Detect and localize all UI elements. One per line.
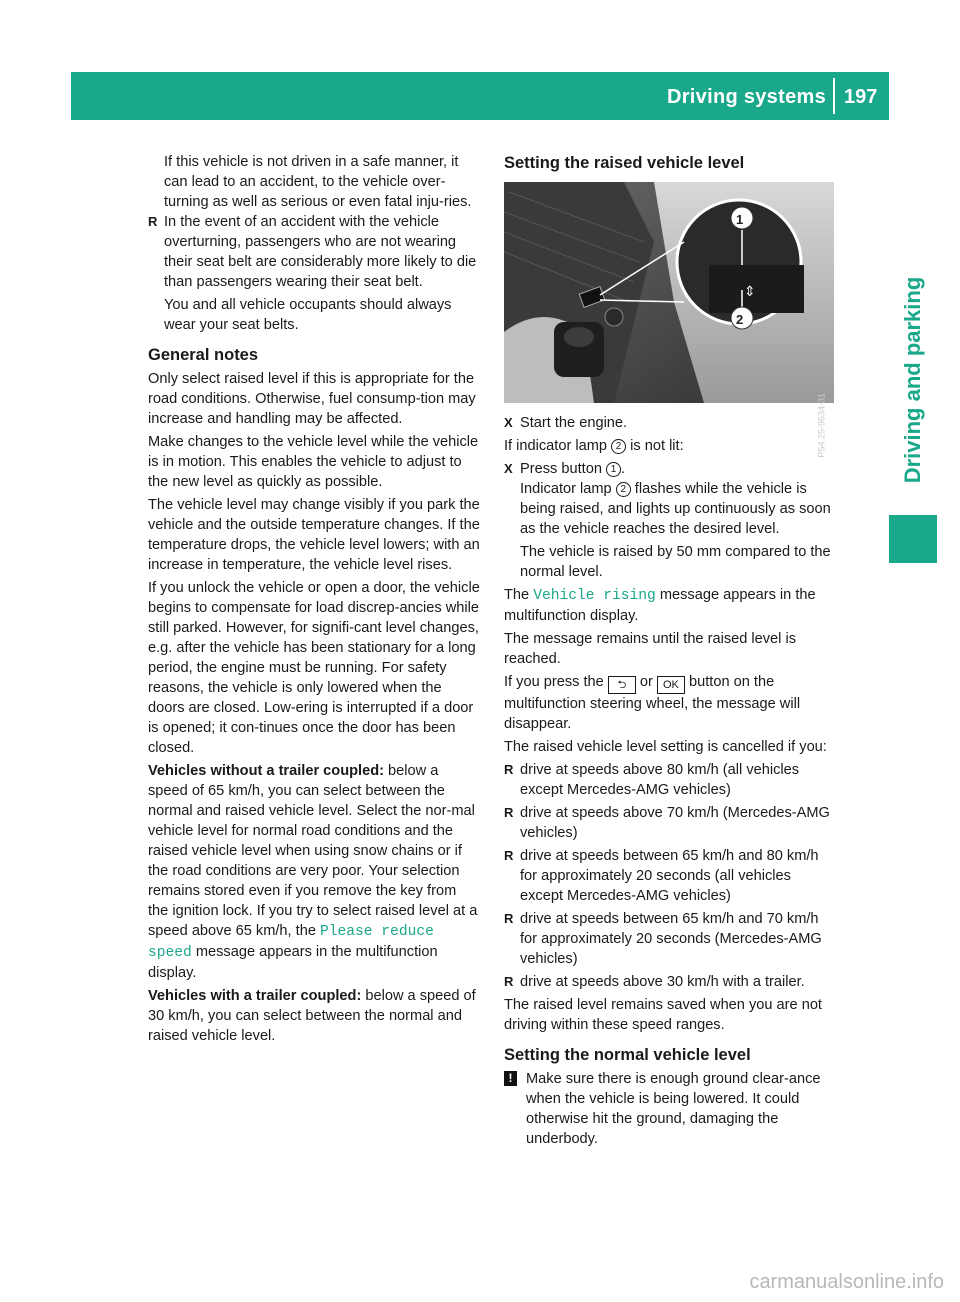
warning-icon: ! xyxy=(504,1071,517,1086)
paragraph xyxy=(504,672,836,734)
text: below a speed of 65 km/h, you can select between the normal and raised vehicle level. Select the nor-mal vehicle level for normal road conditions and the raised vehicle level when using snow chains or if the road conditions are very poor. Your selection remains stored even if you remove the key from the ignition lock. If you try to select raised level at a speed above 65 km/h, the xyxy=(148,763,478,939)
left-column xyxy=(148,152,480,1046)
list-item: R drive at speeds above 30 km/h with a trailer. xyxy=(504,972,836,992)
paragraph: You and all vehicle occupants should always wear your seat belts. xyxy=(164,297,452,333)
text: message appears in the multifunction display. xyxy=(504,587,816,624)
right-column xyxy=(504,152,836,1149)
text: If indicator lamp xyxy=(504,438,612,454)
paragraph: The vehicle level may change visibly if you park the vehicle and the outside temperature changes. If the temperature drops, the vehicle level lowers; with an increase in temperature, the vehicle level rises. xyxy=(148,497,480,573)
paragraph: Only select raised level if this is appropriate for the road conditions. Otherwise, fuel consump-tion may increase and handling may be affected. xyxy=(148,371,476,427)
heading-normal-level: Setting the normal vehicle level xyxy=(504,1046,751,1064)
text: . xyxy=(621,461,626,477)
header-divider xyxy=(833,78,835,114)
text: flashes while the vehicle is being raised, and lights up continuously as soon as the vehicle reaches the desired level. xyxy=(520,481,831,537)
list-item: R In the event of an accident with the vehicle overturning, passengers who are not wearing their seat belt are considerably more likely to die than passengers wearing their seat belt. xyxy=(148,212,480,292)
paragraph: The raised vehicle level setting is cancelled if you: xyxy=(504,739,827,755)
list-item: R drive at speeds above 70 km/h (Mercedes-AMG vehicles) xyxy=(504,803,836,843)
paragraph-with-trailer xyxy=(148,986,480,1046)
text: is not lit: xyxy=(626,438,684,454)
list-item: R drive at speeds above 80 km/h (all vehicles except Mercedes-AMG vehicles) xyxy=(504,760,836,800)
indicator-lamp-ref: 2 xyxy=(616,482,631,497)
photo-code: P54.25-9634-31 xyxy=(817,393,827,458)
chapter-side-tab xyxy=(889,250,937,510)
back-key-icon: ⮌ xyxy=(608,676,636,694)
heading-general-notes: General notes xyxy=(148,346,259,364)
paragraph: The message remains until the raised level is reached. xyxy=(504,631,797,667)
section-title: Driving systems xyxy=(666,86,826,108)
heading-raised-level: Setting the raised vehicle level xyxy=(504,154,745,172)
paragraph-no-trailer xyxy=(148,761,480,983)
label-no-trailer: Vehicles without a trailer coupled: xyxy=(148,763,384,779)
label-with-trailer: Vehicles with a trailer coupled: xyxy=(148,988,362,1004)
paragraph: Make changes to the vehicle level while the vehicle is in motion. This enables the vehicle to adjust to the new level as quickly as possible. xyxy=(148,434,479,490)
ok-key-icon: OK xyxy=(657,676,685,694)
console-illustration xyxy=(504,182,834,403)
display-message: Vehicle rising xyxy=(533,588,656,604)
callout-1: 1 xyxy=(736,212,744,227)
text: Make sure there is enough ground clear-ance when the vehicle is being lowered. It could otherwise hit the ground, damaging the underbody. xyxy=(526,1071,821,1147)
warning-note xyxy=(504,1069,836,1149)
text: Press button xyxy=(520,461,606,477)
chapter-tab-marker xyxy=(889,515,937,563)
text: If you press the xyxy=(504,674,608,690)
text: below a speed of 30 km/h, you can select between the normal and raised vehicle level. xyxy=(148,988,476,1044)
text: The xyxy=(504,587,534,603)
warning-text: If this vehicle is not driven in a safe manner, it can lead to an accident, to the vehicle over-turning as well as serious or even fatal inju-ries. xyxy=(164,154,472,210)
text: button on the multifunction steering wheel, the message will disappear. xyxy=(504,674,801,732)
callout-2: 2 xyxy=(736,312,744,327)
display-message: Please reduce speed xyxy=(148,924,434,961)
step-press-button xyxy=(504,459,836,539)
step-start-engine: X Start the engine. xyxy=(504,413,836,433)
svg-text:⇕: ⇕ xyxy=(744,284,756,300)
page-number: 197 xyxy=(844,86,878,108)
footer-watermark: carmanualsonline.info xyxy=(749,1271,944,1293)
text: message appears in the multifunction display. xyxy=(148,944,438,981)
list-item: R drive at speeds between 65 km/h and 70 km/h for approximately 20 seconds (Mercedes-AMG vehicles) xyxy=(504,909,836,969)
text: Indicator lamp xyxy=(520,481,616,497)
list-item: R drive at speeds between 65 km/h and 80 km/h for approximately 20 seconds (all vehicles except Mercedes-AMG vehicles) xyxy=(504,846,836,906)
paragraph xyxy=(504,585,836,626)
paragraph xyxy=(504,436,836,456)
button-ref: 1 xyxy=(606,462,621,477)
indicator-lamp-ref: 2 xyxy=(611,439,626,454)
chapter-label: Driving and parking xyxy=(900,276,925,484)
paragraph: The vehicle is raised by 50 mm compared to the normal level. xyxy=(520,544,831,580)
paragraph: The raised level remains saved when you are not driving within these speed ranges. xyxy=(504,997,822,1033)
paragraph: If you unlock the vehicle or open a door, the vehicle begins to compensate for load discrep-ancies while still parked. However, for signifi-cant level changes, e.g. after the vehicle has been stationary for a long period, the engine must be running. For safety reasons, the vehicle is only lowered when the doors are closed. Low-ering is interrupted if a door is opened; it con-tinues once the door has been closed. xyxy=(148,580,480,756)
text: or xyxy=(635,674,657,690)
